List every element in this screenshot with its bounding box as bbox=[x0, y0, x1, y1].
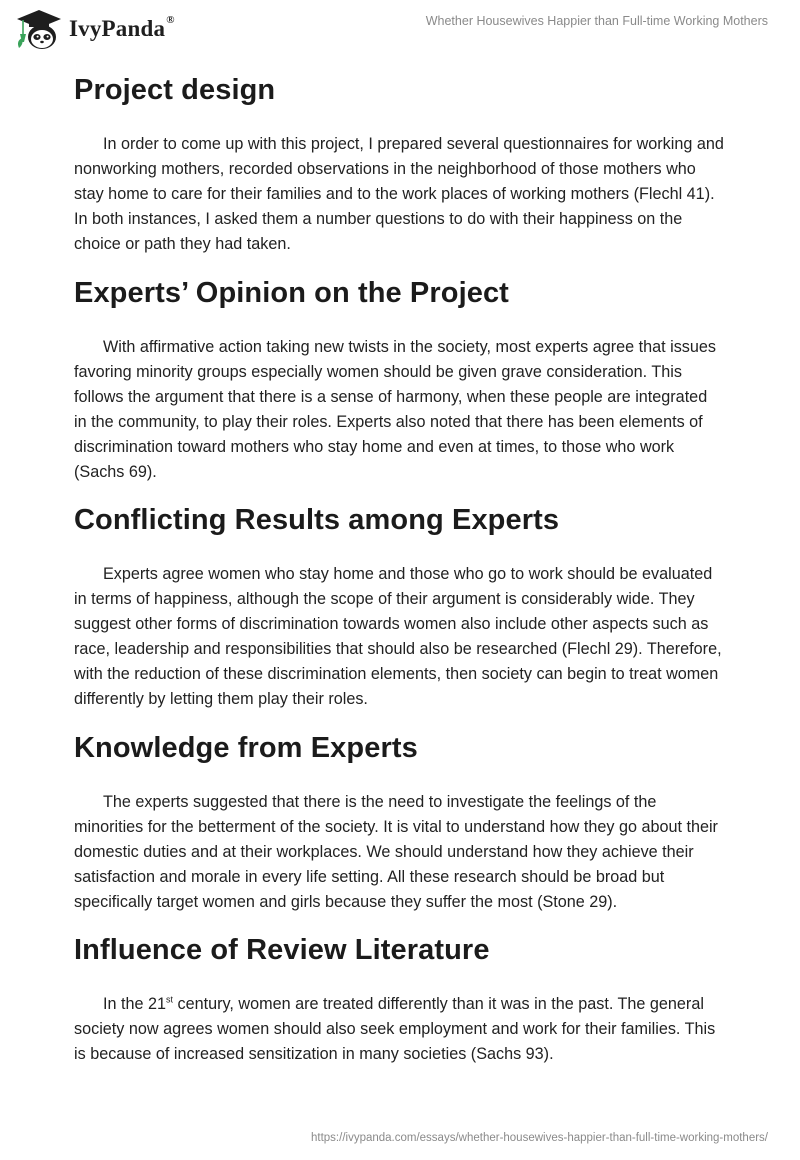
section-conflicting-results bbox=[74, 500, 724, 712]
source-url-link[interactable]: https://ivypanda.com/essays/whether-housewives-happier-than-full-time-working-mothers/ bbox=[311, 1132, 768, 1144]
logo-wordmark: IvyPanda® bbox=[69, 14, 175, 41]
section-paragraph: Experts agree women who stay home and those who go to work should be evaluated in terms of happiness, although the scope of their argument is considerably wide. They suggest other forms of discrimination towards women also include other aspects such as race, leadership and responsibilities that should also be researched (Flechl 29). Therefore, with the reduction of these discrimination elements, then society can begin to treat women differently by letting them play their roles. bbox=[74, 565, 722, 708]
ivypanda-logo[interactable] bbox=[14, 8, 175, 50]
section-paragraph: The experts suggested that there is the need to investigate the feelings of the minorities for the betterment of the society. It is vital to understand how they go about their domestic duties and at their workplaces. We should understand how they achieve their satisfaction and morale in every life setting. All these research should be broad but specifically target women and girls because they suffer the most (Stone 29). bbox=[74, 793, 718, 911]
panda-graduation-cap-icon bbox=[14, 8, 64, 50]
section-project-design bbox=[74, 70, 724, 257]
registered-mark: ® bbox=[166, 14, 175, 27]
section-review-literature bbox=[74, 930, 724, 1067]
section-heading: Knowledge from Experts bbox=[74, 732, 418, 764]
section-knowledge-from-experts bbox=[74, 728, 724, 915]
page-header bbox=[0, 0, 800, 62]
section-heading: Influence of Review Literature bbox=[74, 934, 490, 966]
section-paragraph: In order to come up with this project, I prepared several questionnaires for working and nonworking mothers, recorded observations in the neighborhood of those mothers who stay home to care for their families and to the work places of working mothers (Flechl 41). In both instances, I asked them a number questions to do with their happiness on the choice or path they had taken. bbox=[74, 135, 724, 253]
document-title: Whether Housewives Happier than Full-time Working Mothers bbox=[425, 14, 768, 28]
section-experts-opinion bbox=[74, 273, 724, 485]
section-heading: Project design bbox=[74, 74, 276, 106]
section-paragraph: In the 21st century, women are treated differently than it was in the past. The general society now agrees women should also seek employment and work for their families. This is because of increased sensitization in many societies (Sachs 93). bbox=[74, 994, 716, 1063]
section-heading: Conflicting Results among Experts bbox=[74, 504, 560, 536]
section-paragraph: With affirmative action taking new twists in the society, most experts agree that issues favoring minority groups especially women should be given grave consideration. This follows the argument that there is a sense of harmony, when these people are integrated in the community, to play their roles. Experts also noted that there has been elements of discrimination toward mothers who stay home and even at times, to those who work (Sachs 69). bbox=[74, 338, 716, 481]
section-heading: Experts’ Opinion on the Project bbox=[74, 277, 509, 309]
ordinal-suffix: st bbox=[166, 994, 174, 1005]
